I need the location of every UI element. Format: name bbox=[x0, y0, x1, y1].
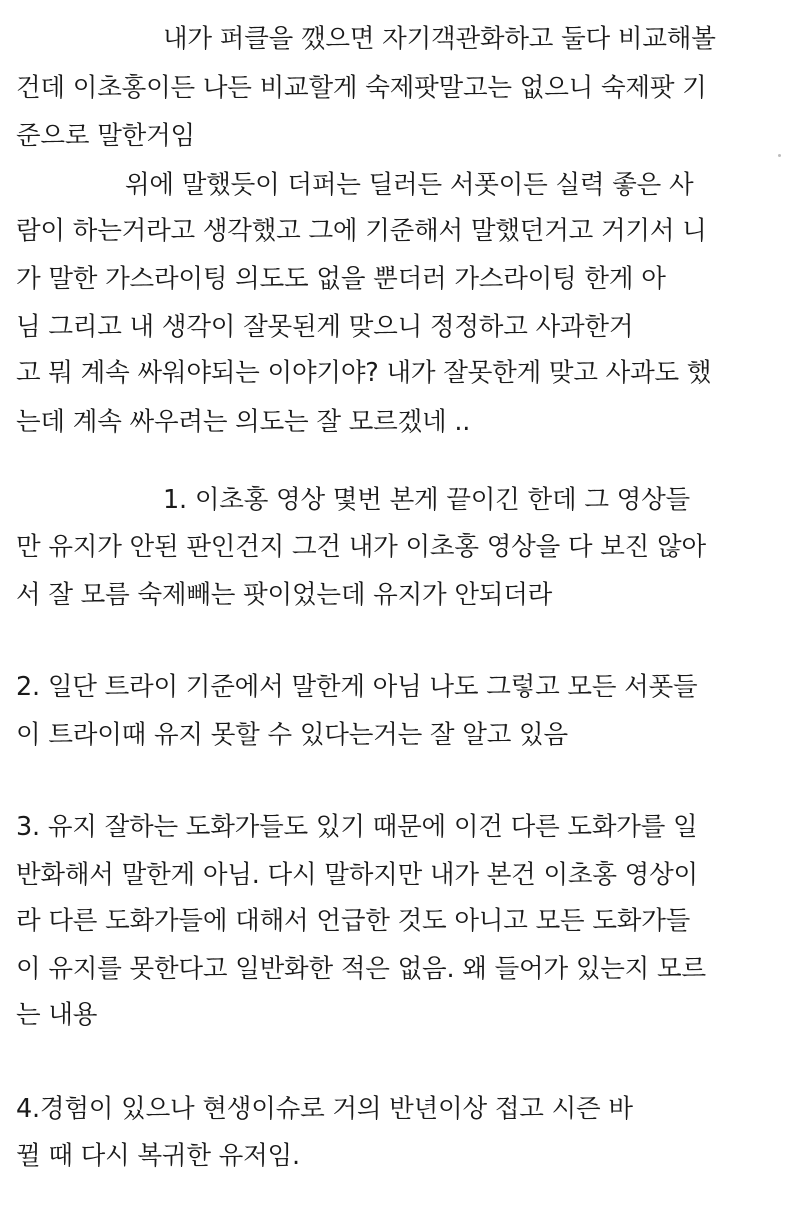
text-line: 서 잘 모름 숙제빼는 팟이었는데 유지가 안되더라 bbox=[16, 580, 553, 610]
text-line: 4.경험이 있으나 현생이슈로 거의 반년이상 접고 시즌 바 bbox=[16, 1094, 633, 1124]
text-line: 뀔 때 다시 복귀한 유저임. bbox=[16, 1141, 300, 1171]
text-line: 3. 유지 잘하는 도화가들도 있기 때문에 이건 다른 도화가를 일 bbox=[16, 812, 698, 842]
text-line: 람이 하는거라고 생각했고 그에 기준해서 말했던거고 거기서 니 bbox=[16, 216, 707, 246]
text-line: 는 내용 bbox=[16, 1000, 98, 1030]
text-line: 준으로 말한거임 bbox=[16, 121, 195, 151]
text-line: 고 뭐 계속 싸워야되는 이야기야? 내가 잘못한게 맞고 사과도 했 bbox=[16, 358, 712, 388]
text-line: 님 그리고 내 생각이 잘못된게 맞으니 정정하고 사과한거 bbox=[16, 312, 634, 342]
scroll-indicator-dot bbox=[778, 154, 781, 157]
text-line: 이 트라이때 유지 못할 수 있다는거는 잘 알고 있음 bbox=[16, 720, 568, 750]
text-line: 는데 계속 싸우려는 의도는 잘 모르겠네 .. bbox=[16, 407, 471, 437]
text-line: 이 유지를 못한다고 일반화한 적은 없음. 왜 들어가 있는지 모르 bbox=[16, 954, 706, 984]
text-line: 라 다른 도화가들에 대해서 언급한 것도 아니고 모든 도화가들 bbox=[16, 906, 691, 936]
text-line: 내가 퍼클을 깼으면 자기객관화하고 둘다 비교해볼 bbox=[163, 24, 716, 54]
text-line: 2. 일단 트라이 기준에서 말한게 아님 나도 그렇고 모든 서폿들 bbox=[16, 672, 698, 702]
text-line: 만 유지가 안된 판인건지 그건 내가 이초홍 영상을 다 보진 않아 bbox=[16, 532, 706, 562]
text-line: 1. 이초홍 영상 몇번 본게 끝이긴 한데 그 영상들 bbox=[163, 485, 690, 515]
text-line: 건데 이초홍이든 나든 비교할게 숙제팟말고는 없으니 숙제팟 기 bbox=[16, 73, 707, 103]
text-line: 반화해서 말한게 아님. 다시 말하지만 내가 본건 이초홍 영상이 bbox=[16, 860, 698, 890]
text-line: 위에 말했듯이 더퍼는 딜러든 서폿이든 실력 좋은 사 bbox=[125, 170, 694, 200]
text-line: 가 말한 가스라이팅 의도도 없을 뿐더러 가스라이팅 한게 아 bbox=[16, 264, 666, 294]
